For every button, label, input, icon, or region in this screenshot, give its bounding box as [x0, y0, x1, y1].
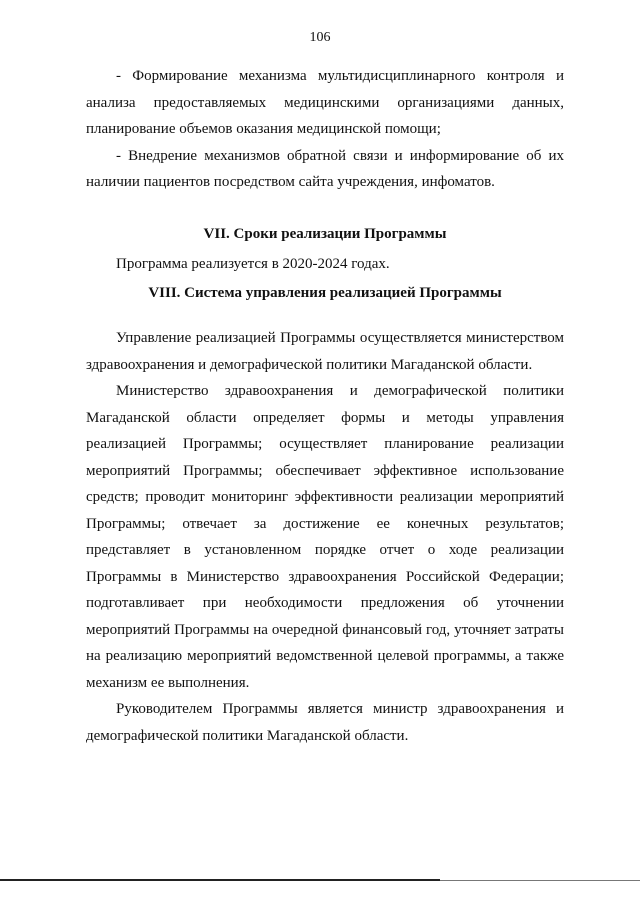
- section-vii-text: Программа реализуется в 2020-2024 годах.: [116, 256, 390, 272]
- scan-edge-line: [440, 880, 640, 881]
- section-heading-viii: VIII. Система управления реализацией Программы: [148, 284, 502, 301]
- document-body: [86, 63, 564, 749]
- page-number: 106: [309, 30, 331, 45]
- bullet-paragraph: - Формирование механизма мультидисциплинарного контроля и анализа предоставляемых медицинскими организациями данных, планирование объемов оказания медицинской помощи;: [86, 68, 564, 137]
- section-heading-vii: VII. Сроки реализации Программы: [203, 225, 447, 242]
- scan-edge-line: [0, 879, 440, 881]
- body-paragraph: Управление реализацией Программы осуществляется министерством здравоохранения и демографической политики Магаданской области.: [86, 330, 564, 373]
- body-paragraph: Руководителем Программы является министр здравоохранения и демографической политики Магаданской области.: [86, 701, 564, 744]
- bullet-paragraph: - Внедрение механизмов обратной связи и информирование об их наличии пациентов посредством сайта учреждения, инфоматов.: [86, 147, 564, 190]
- body-paragraph: Министерство здравоохранения и демографической политики Магаданской области определяет формы и методы управления реализацией Программы; осуществляет планирование реализации мероприятий Программы; обеспечивает эффективное использование средств; проводит мониторинг эффективности реализации мероприятий Программы; отвечает за достижение ее конечных результатов; представляет в установленном порядке отчет о ходе реализации Программы в Министерство здравоохранения Российской Федерации; подготавливает при необходимости предложения об уточнении мероприятий Программы на очередной финансовый год, уточняет затраты на реализацию мероприятий ведомственной целевой программы, а также механизм ее выполнения.: [86, 383, 564, 691]
